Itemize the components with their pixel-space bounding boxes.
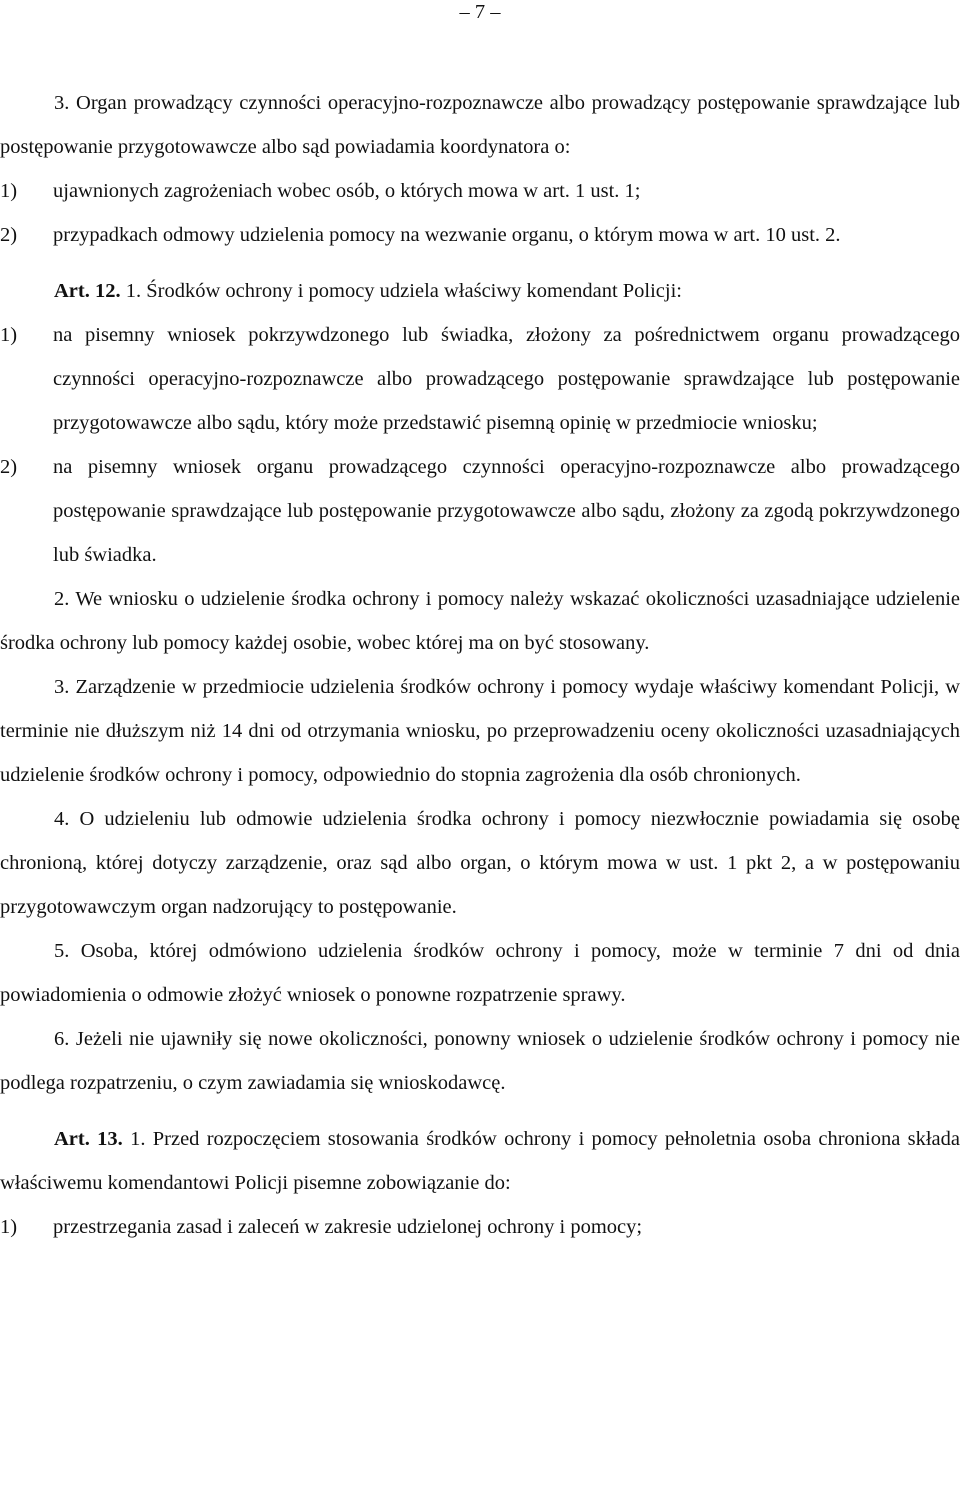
article-13-p1-text: 1. Przed rozpoczęciem stosowania środków ochrony i pomocy pełnoletnia osoba chroniona składa właściwemu komendantowi Policji pisemne zobowiązanie do: [0, 1128, 960, 1194]
article-12-p1-text: 1. Środków ochrony i pomocy udziela właściwy komendant Policji: [125, 280, 682, 302]
article-12-heading: Art. 12. [54, 280, 121, 302]
article-13-heading: Art. 13. [54, 1128, 123, 1150]
list-item [0, 313, 960, 445]
article-12-paragraph-5: 5. Osoba, której odmówiono udzielenia środków ochrony i pomocy, może w terminie 7 dni od dnia powiadomienia o odmowie złożyć wniosek o ponowne rozpatrzenie sprawy. [0, 940, 960, 1006]
list-item-number: 1) [0, 180, 18, 202]
list-item-text: przypadkach odmowy udzielenia pomocy na wezwanie organu, o którym mowa w art. 10 ust. 2. [53, 224, 841, 246]
article-13-paragraph-1 [0, 1117, 960, 1205]
list-item-number: 2) [0, 456, 18, 478]
list-item [0, 1205, 960, 1249]
list-item-text: na pisemny wniosek organu prowadzącego czynności operacyjno-rozpoznawcze albo prowadzącego postępowanie sprawdzające lub postępowanie przygotowawcze albo sądu, złożony za zgodą pokrzywdzonego lub świadka. [53, 456, 960, 566]
list-item [0, 169, 960, 213]
list-item-text: przestrzegania zasad i zaleceń w zakresie udzielonej ochrony i pomocy; [53, 1216, 643, 1238]
list-item-number: 1) [0, 1216, 18, 1238]
list-item [0, 445, 960, 577]
list-item-number: 1) [0, 324, 18, 346]
document-body [0, 81, 960, 1249]
article-12-paragraph-4: 4. O udzieleniu lub odmowie udzielenia środka ochrony i pomocy niezwłocznie powiadamia się osobę chronioną, której dotyczy zarządzenie, oraz sąd albo organ, o którym mowa w ust. 1 pkt 2, a w postępowaniu przygotowawczym organ nadzorujący to postępowanie. [0, 808, 960, 918]
article-12-paragraph-6: 6. Jeżeli nie ujawniły się nowe okoliczności, ponowny wniosek o udzielenie środków ochrony i pomocy nie podlega rozpatrzeniu, o czym zawiadamia się wnioskodawcę. [0, 1028, 960, 1094]
article-12-paragraph-3: 3. Zarządzenie w przedmiocie udzielenia środków ochrony i pomocy wydaje właściwy komendant Policji, w terminie nie dłuższym niż 14 dni od otrzymania wniosku, po przeprowadzeniu oceny okoliczności uzasadniających udzielenie środków ochrony i pomocy, odpowiednio do stopnia zagrożenia dla osób chronionych. [0, 676, 960, 786]
article-12-paragraph-2: 2. We wniosku o udzielenie środka ochrony i pomocy należy wskazać okoliczności uzasadniające udzielenie środka ochrony lub pomocy każdej osobie, wobec której ma on być stosowany. [0, 588, 960, 654]
list-item-text: ujawnionych zagrożeniach wobec osób, o których mowa w art. 1 ust. 1; [53, 180, 641, 202]
article-12-paragraph-1 [0, 269, 960, 313]
page-number: – 7 – [459, 1, 501, 23]
list-item-text: na pisemny wniosek pokrzywdzonego lub świadka, złożony za pośrednictwem organu prowadzącego czynności operacyjno-rozpoznawcze albo prowadzącego postępowanie sprawdzające lub postępowanie przygotowawcze albo sądu, który może przedstawić pisemną opinię w przedmiocie wniosku; [53, 324, 960, 434]
list-item [0, 213, 960, 257]
list-item-number: 2) [0, 224, 18, 246]
paragraph-3-art11: 3. Organ prowadzący czynności operacyjno-rozpoznawcze albo prowadzący postępowanie sprawdzające lub postępowanie przygotowawcze albo sąd powiadamia koordynatora o: [0, 92, 960, 158]
